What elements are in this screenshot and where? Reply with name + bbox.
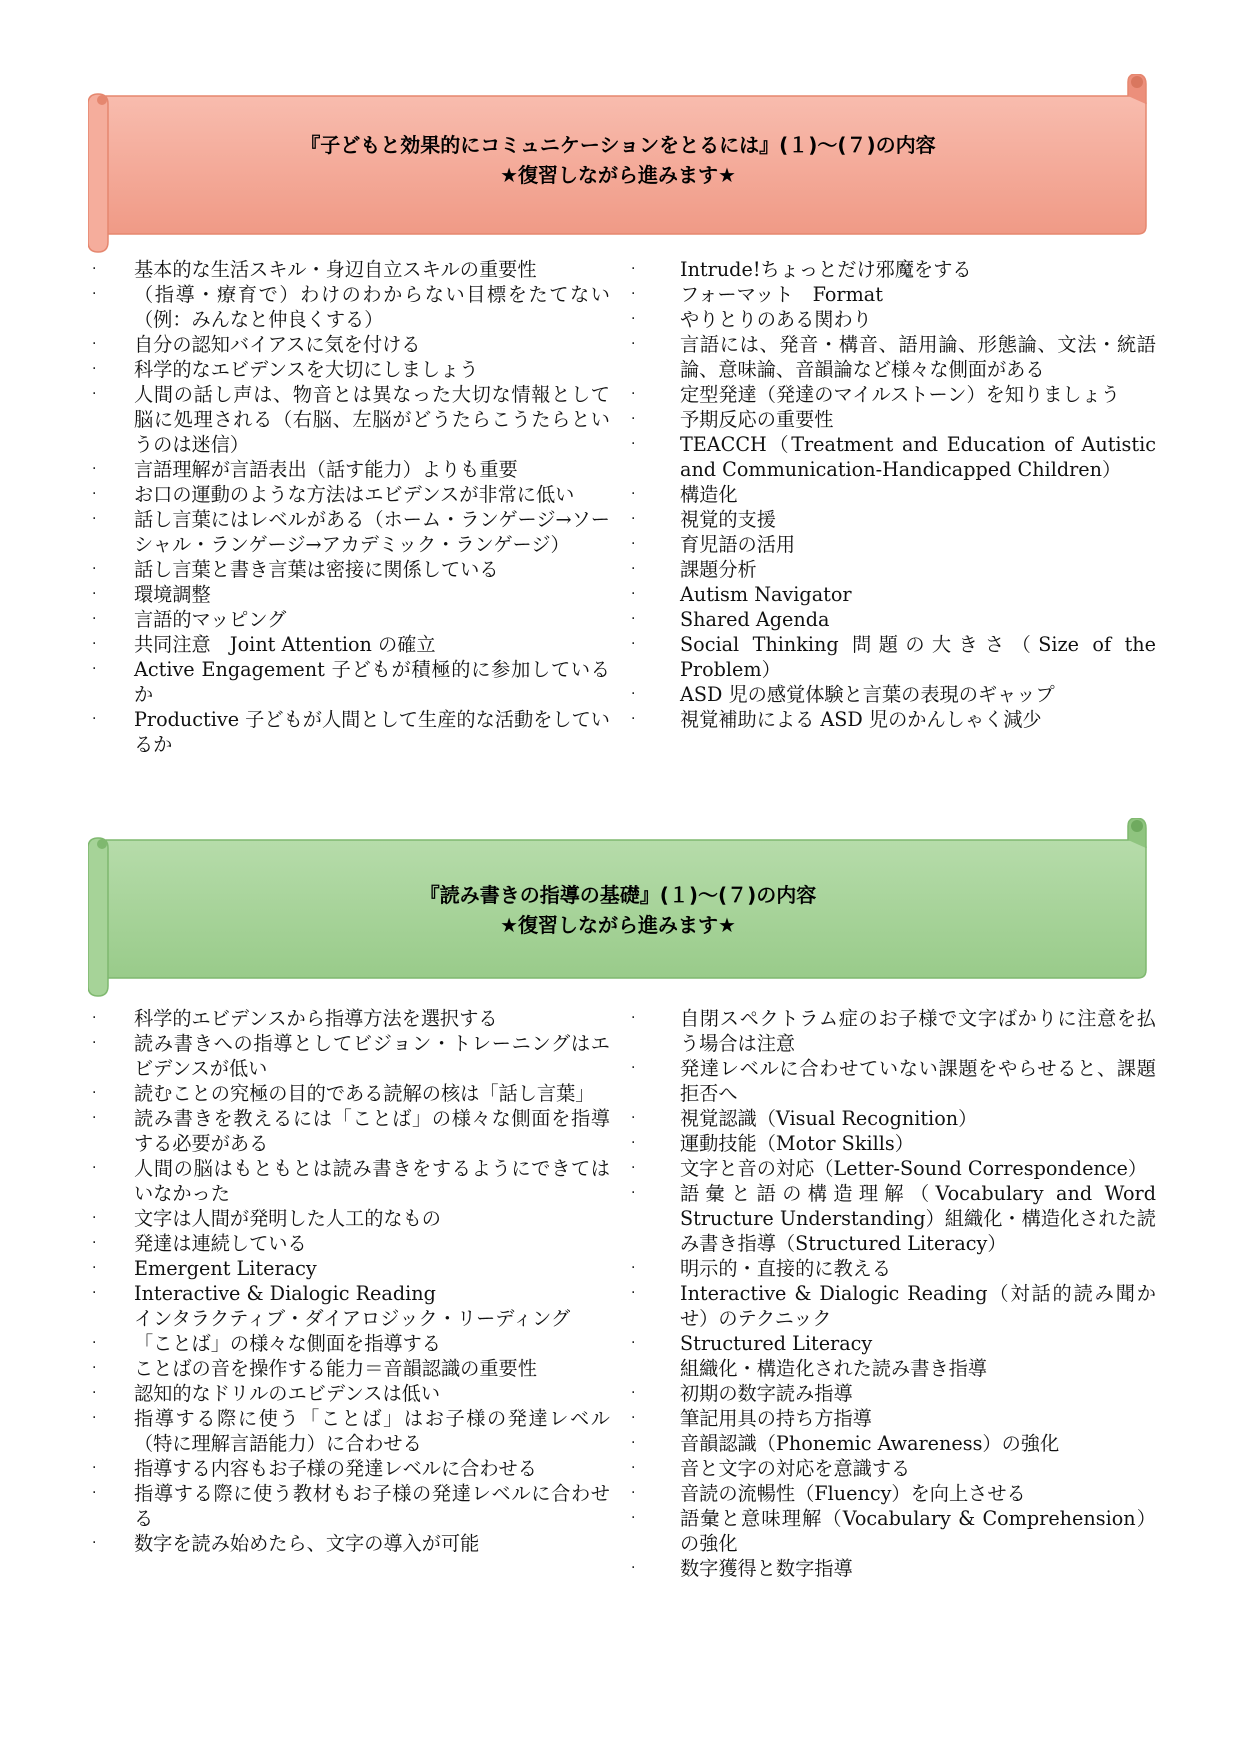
list-item <box>92 1006 610 1031</box>
list-item <box>92 1406 610 1456</box>
list-item-text: 自閉スペクトラム症のお子様で文字ばかりに注意を払う場合は注意 <box>680 1007 1156 1055</box>
bullet-icon: · <box>92 1285 97 1301</box>
list-item <box>631 1481 1156 1506</box>
list-item <box>92 1381 610 1406</box>
section1-title-line2: ★復習しながら進みます★ <box>500 163 736 187</box>
list-item <box>631 1181 1156 1256</box>
bullet-icon: · <box>631 536 636 552</box>
list-item-text: 指導する際に使う「ことば」はお子様の発達レベル（特に理解言語能力）に合わせる <box>134 1407 610 1455</box>
bullet-icon: · <box>92 1035 97 1051</box>
bullet-icon: · <box>631 1185 636 1201</box>
list-item <box>92 507 610 557</box>
bullet-icon: · <box>631 586 636 602</box>
list-item-text: 明示的・直接的に教える <box>680 1257 892 1280</box>
list-item-text: （指導・療育で）わけのわからない目標をたてない（例：みんなと仲良くする） <box>134 283 610 331</box>
bullet-icon: · <box>92 1110 97 1126</box>
bullet-icon: · <box>631 611 636 627</box>
list-item-text: Emergent Literacy <box>134 1257 317 1280</box>
bullet-icon: · <box>631 1135 636 1151</box>
bullet-icon: · <box>631 1460 636 1476</box>
list-item <box>92 457 610 482</box>
list-item <box>631 582 1156 607</box>
list-item-text: ASD 児の感覚体験と言葉の表現のギャップ <box>680 683 1055 706</box>
list-item <box>92 332 610 357</box>
list-item-text: 共同注意 Joint Attention の確立 <box>134 633 436 656</box>
list-item-text: 言語理解が言語表出（話す能力）よりも重要 <box>134 458 518 481</box>
list-item <box>631 307 1156 332</box>
bullet-icon: · <box>631 261 636 277</box>
list-item-text: 定型発達（発達のマイルストーン）を知りましょう <box>680 383 1120 406</box>
section2-title <box>118 880 1118 940</box>
list-item <box>631 257 1156 282</box>
list-item-text: 文字は人間が発明した人工的なもの <box>134 1207 441 1230</box>
list-item <box>631 1156 1156 1181</box>
list-item-text: TEACCH（Treatment and Education of Autistic and Communication-Handicapped Children） <box>680 433 1156 481</box>
bullet-icon: · <box>92 286 97 302</box>
list-item <box>631 382 1156 407</box>
list-item <box>92 357 610 382</box>
bullet-icon: · <box>631 1560 636 1576</box>
bullet-icon: · <box>631 1060 636 1076</box>
list-item-text: 初期の数字読み指導 <box>680 1382 853 1405</box>
list-item <box>92 582 610 607</box>
bullet-icon: · <box>631 1510 636 1526</box>
list-item <box>631 482 1156 507</box>
bullet-icon: · <box>631 1260 636 1276</box>
list-item <box>631 1331 1156 1381</box>
list-item-text: 筆記用具の持ち方指導 <box>680 1407 872 1430</box>
list-item <box>631 1106 1156 1131</box>
section2-right-list <box>631 1006 1156 1581</box>
list-item <box>92 557 610 582</box>
list-item <box>631 507 1156 532</box>
list-item <box>631 332 1156 382</box>
bullet-icon: · <box>631 486 636 502</box>
list-item-text: Structured Literacy 組織化・構造化された読み書き指導 <box>680 1332 987 1380</box>
list-item-text: Active Engagement 子どもが積極的に参加しているか <box>134 658 610 706</box>
list-item-text: 視覚補助による ASD 児のかんしゃく減少 <box>680 708 1042 731</box>
list-item <box>92 1206 610 1231</box>
list-item-text: 音と文字の対応を意識する <box>680 1457 911 1480</box>
list-item <box>92 257 610 282</box>
list-item-text: 育児語の活用 <box>680 533 796 556</box>
list-item-text: 予期反応の重要性 <box>680 408 834 431</box>
list-item-text: 人間の話し声は、物音とは異なった大切な情報として脳に処理される（右脳、左脳がどうたらこうたらというのは迷信） <box>134 383 610 456</box>
list-item-text: Intrude!ちょっとだけ邪魔をする <box>680 258 972 281</box>
list-item <box>631 432 1156 482</box>
list-item <box>92 1456 610 1481</box>
list-item <box>92 1231 610 1256</box>
bullet-icon: · <box>92 361 97 377</box>
list-item-text: 発達レベルに合わせていない課題をやらせると、課題拒否へ <box>680 1057 1156 1105</box>
list-item-text: 読むことの究極の目的である読解の核は「話し言葉」 <box>134 1082 595 1105</box>
bullet-icon: · <box>92 1335 97 1351</box>
list-item <box>631 1456 1156 1481</box>
list-item-text: 話し言葉にはレベルがある（ホーム・ランゲージ→ソーシャル・ランゲージ→アカデミック・ランゲージ） <box>134 508 610 556</box>
bullet-icon: · <box>92 1410 97 1426</box>
list-item-text: 「ことば」の様々な側面を指導する <box>134 1332 441 1355</box>
section2-title-line2: ★復習しながら進みます★ <box>500 913 736 937</box>
list-item <box>631 1506 1156 1556</box>
list-item-text: 基本的な生活スキル・身辺自立スキルの重要性 <box>134 258 537 281</box>
list-item <box>92 1156 610 1206</box>
list-item <box>631 1381 1156 1406</box>
list-item-text: 課題分析 <box>680 558 757 581</box>
bullet-icon: · <box>631 286 636 302</box>
bullet-icon: · <box>92 1260 97 1276</box>
list-item <box>92 1331 610 1356</box>
list-item <box>92 1356 610 1381</box>
list-item <box>631 282 1156 307</box>
list-item <box>631 1256 1156 1281</box>
section2-title-line1: 『読み書きの指導の基礎』(１)～(７)の内容 <box>419 883 817 907</box>
bullet-icon: · <box>631 511 636 527</box>
list-item-text: Interactive & Dialogic Reading インタラクティブ・ダイアロジック・リーディング <box>134 1282 571 1330</box>
list-item <box>631 607 1156 632</box>
list-item <box>92 1256 610 1281</box>
list-item-text: 人間の脳はもともとは読み書きをするようにできてはいなかった <box>134 1157 610 1205</box>
list-item <box>631 407 1156 432</box>
list-item-text: Productive 子どもが人間として生産的な活動をしているか <box>134 708 610 756</box>
bullet-icon: · <box>92 661 97 677</box>
section1-right-list <box>631 257 1156 732</box>
bullet-icon: · <box>92 386 97 402</box>
list-item <box>92 282 610 332</box>
list-item-text: 自分の認知バイアスに気を付ける <box>134 333 421 356</box>
list-item-text: 音読の流暢性（Fluency）を向上させる <box>680 1482 1026 1505</box>
bullet-icon: · <box>92 1085 97 1101</box>
list-item-text: 視覚的支援 <box>680 508 776 531</box>
section2-left-list <box>92 1006 610 1556</box>
list-item-text: 指導する際に使う教材もお子様の発達レベルに合わせる <box>134 1482 610 1530</box>
bullet-icon: · <box>92 1160 97 1176</box>
list-item-text: お口の運動のような方法はエビデンスが非常に低い <box>134 483 575 506</box>
bullet-icon: · <box>631 1285 636 1301</box>
bullet-icon: · <box>92 261 97 277</box>
bullet-icon: · <box>92 1235 97 1251</box>
list-item-text: 科学的なエビデンスを大切にしましょう <box>134 358 479 381</box>
list-item <box>631 557 1156 582</box>
list-item <box>92 607 610 632</box>
list-item-text: 文字と音の対応（Letter-Sound Correspondence） <box>680 1157 1148 1180</box>
bullet-icon: · <box>631 436 636 452</box>
list-item <box>631 1556 1156 1581</box>
bullet-icon: · <box>92 1010 97 1026</box>
bullet-icon: · <box>631 336 636 352</box>
bullet-icon: · <box>92 586 97 602</box>
list-item-text: 話し言葉と書き言葉は密接に関係している <box>134 558 499 581</box>
bullet-icon: · <box>92 461 97 477</box>
list-item <box>92 1531 610 1556</box>
bullet-icon: · <box>92 336 97 352</box>
list-item <box>92 1031 610 1081</box>
list-item-text: 音韻認識（Phonemic Awareness）の強化 <box>680 1432 1060 1455</box>
list-item <box>631 1131 1156 1156</box>
list-item-text: やりとりのある関わり <box>680 308 872 331</box>
list-item <box>631 632 1156 682</box>
list-item <box>92 1106 610 1156</box>
list-item-text: 指導する内容もお子様の発達レベルに合わせる <box>134 1457 537 1480</box>
bullet-icon: · <box>631 636 636 652</box>
bullet-icon: · <box>631 386 636 402</box>
list-item <box>631 1281 1156 1331</box>
list-item-text: フォーマット Format <box>680 283 883 306</box>
list-item <box>631 707 1156 732</box>
bullet-icon: · <box>631 1110 636 1126</box>
bullet-icon: · <box>631 1435 636 1451</box>
list-item-text: 運動技能（Motor Skills） <box>680 1132 914 1155</box>
bullet-icon: · <box>631 1385 636 1401</box>
bullet-icon: · <box>92 561 97 577</box>
list-item <box>92 482 610 507</box>
list-item-text: Social Thinking 問題の大きさ（Size of the Problem） <box>680 633 1156 681</box>
list-item-text: Autism Navigator <box>680 583 852 606</box>
bullet-icon: · <box>631 1160 636 1176</box>
section1-banner <box>88 74 1148 254</box>
bullet-icon: · <box>92 636 97 652</box>
bullet-icon: · <box>631 1335 636 1351</box>
list-item-text: 数字獲得と数字指導 <box>680 1557 853 1580</box>
list-item-text: 読み書きへの指導としてビジョン・トレーニングはエビデンスが低い <box>134 1032 610 1080</box>
bullet-icon: · <box>631 1410 636 1426</box>
section1-title-line1: 『子どもと効果的にコミュニケーションをとるには』(１)～(７)の内容 <box>300 133 936 157</box>
bullet-icon: · <box>631 686 636 702</box>
bullet-icon: · <box>631 561 636 577</box>
list-item <box>631 1406 1156 1431</box>
list-item-text: 発達は連続している <box>134 1232 307 1255</box>
bullet-icon: · <box>92 1360 97 1376</box>
list-item-text: ことばの音を操作する能力＝音韻認識の重要性 <box>134 1357 537 1380</box>
list-item-text: Interactive & Dialogic Reading（対話的読み聞かせ）のテクニック <box>680 1282 1156 1330</box>
list-item-text: 視覚認識（Visual Recognition） <box>680 1107 978 1130</box>
bullet-icon: · <box>92 1535 97 1551</box>
list-item <box>631 1431 1156 1456</box>
bullet-icon: · <box>631 1485 636 1501</box>
list-item-text: 読み書きを教えるには「ことば」の様々な側面を指導する必要がある <box>134 1107 610 1155</box>
list-item-text: 環境調整 <box>134 583 211 606</box>
list-item <box>92 632 610 657</box>
list-item <box>631 1056 1156 1106</box>
bullet-icon: · <box>92 611 97 627</box>
bullet-icon: · <box>631 411 636 427</box>
bullet-icon: · <box>631 711 636 727</box>
list-item <box>92 707 610 757</box>
list-item-text: 数字を読み始めたら、文字の導入が可能 <box>134 1532 480 1555</box>
list-item <box>92 1281 610 1331</box>
bullet-icon: · <box>92 711 97 727</box>
list-item <box>92 382 610 457</box>
list-item-text: 言語的マッピング <box>134 608 287 631</box>
list-item-text: Shared Agenda <box>680 608 830 631</box>
list-item <box>92 1481 610 1531</box>
list-item-text: 語彙と意味理解（Vocabulary & Comprehension）の強化 <box>680 1507 1156 1555</box>
list-item-text: 言語には、発音・構音、語用論、形態論、文法・統語論、意味論、音韻論など様々な側面がある <box>680 333 1156 381</box>
bullet-icon: · <box>631 1010 636 1026</box>
bullet-icon: · <box>92 511 97 527</box>
list-item <box>92 1081 610 1106</box>
bullet-icon: · <box>92 1485 97 1501</box>
list-item-text: 科学的エビデンスから指導方法を選択する <box>134 1007 498 1030</box>
bullet-icon: · <box>92 486 97 502</box>
list-item <box>631 532 1156 557</box>
bullet-icon: · <box>92 1210 97 1226</box>
list-item-text: 認知的なドリルのエビデンスは低い <box>134 1382 441 1405</box>
list-item-text: 構造化 <box>680 483 738 506</box>
section2-banner <box>88 818 1148 998</box>
list-item-text: 語彙と語の構造理解（Vocabulary and Word Structure Understanding）組織化・構造化された読み書き指導（Structured Literacy） <box>680 1182 1156 1255</box>
bullet-icon: · <box>92 1460 97 1476</box>
section1-left-list <box>92 257 610 757</box>
list-item <box>631 1006 1156 1056</box>
section1-title <box>118 130 1118 190</box>
bullet-icon: · <box>92 1385 97 1401</box>
list-item <box>92 657 610 707</box>
bullet-icon: · <box>631 311 636 327</box>
list-item <box>631 682 1156 707</box>
